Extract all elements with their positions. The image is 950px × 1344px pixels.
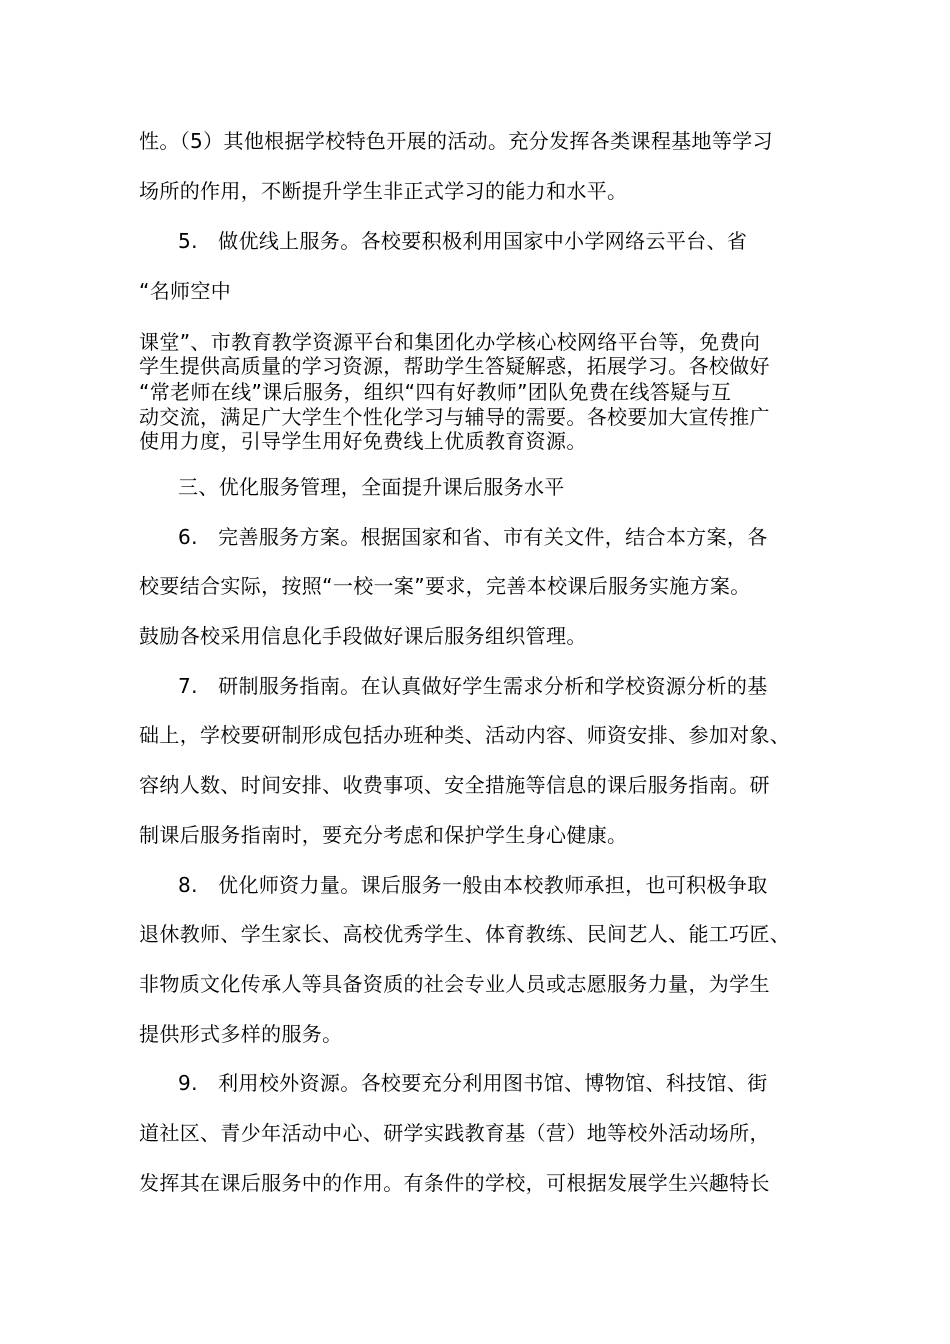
paragraph-9-start: 9. 利用校外资源。各校要充分利用图书馆、博物馆、科技馆、街 — [178, 1071, 768, 1095]
text-line: 制课后服务指南时，要充分考虑和保护学生身心健康。 — [139, 823, 628, 847]
text-line: 性。（5）其他根据学校特色开展的活动。充分发挥各类课程基地等学习 — [139, 129, 773, 153]
text-line: 容纳人数、时间安排、收费事项、安全措施等信息的课后服务指南。研 — [139, 773, 770, 797]
text-line: 课堂”、市教育教学资源平台和集团化办学核心校网络平台等，免费向 — [139, 330, 761, 354]
text-line: 发挥其在课后服务中的作用。有条件的学校，可根据发展学生兴趣特长 — [139, 1171, 770, 1195]
paragraph-5-start: 5. 做优线上服务。各校要积极利用国家中小学网络云平台、省 — [178, 229, 748, 253]
text-line: 道社区、青少年活动中心、研学实践教育基（营）地等校外活动场所， — [139, 1121, 770, 1145]
paragraph-8-start: 8. 优化师资力量。课后服务一般由本校教师承担，也可积极争取 — [178, 873, 768, 897]
text-line: 非物质文化传承人等具备资质的社会专业人员或志愿服务力量，为学生 — [139, 972, 770, 996]
paragraph-7-start: 7. 研制服务指南。在认真做好学生需求分析和学校资源分析的基 — [178, 674, 768, 698]
text-line: “名师空中 — [139, 279, 232, 303]
text-line: 础上，学校要研制形成包括办班种类、活动内容、师资安排、参加对象、 — [139, 723, 791, 747]
text-line: 退休教师、学生家长、高校优秀学生、体育教练、民间艺人、能工巧匠、 — [139, 922, 791, 946]
text-line: 动交流，满足广大学生个性化学习与辅导的需要。各校要加大宣传推广 — [139, 405, 770, 429]
text-line: 学生提供高质量的学习资源，帮助学生答疑解惑，拓展学习。各校做好 — [139, 354, 770, 378]
text-line: 校要结合实际，按照“一校一案”要求，完善本校课后服务实施方案。 — [139, 574, 751, 598]
text-line: 场所的作用，不断提升学生非正式学习的能力和水平。 — [139, 179, 628, 203]
text-line: 使用力度，引导学生用好免费线上优质教育资源。 — [139, 429, 587, 453]
text-line: 提供形式多样的服务。 — [139, 1022, 343, 1046]
paragraph-6-start: 6. 完善服务方案。根据国家和省、市有关文件，结合本方案，各 — [178, 525, 768, 549]
section-heading: 三、优化服务管理，全面提升课后服务水平 — [178, 475, 565, 499]
text-line: “常老师在线”课后服务，组织“四有好教师”团队免费在线答疑与互 — [139, 380, 732, 404]
text-line: 鼓励各校采用信息化手段做好课后服务组织管理。 — [139, 624, 587, 648]
